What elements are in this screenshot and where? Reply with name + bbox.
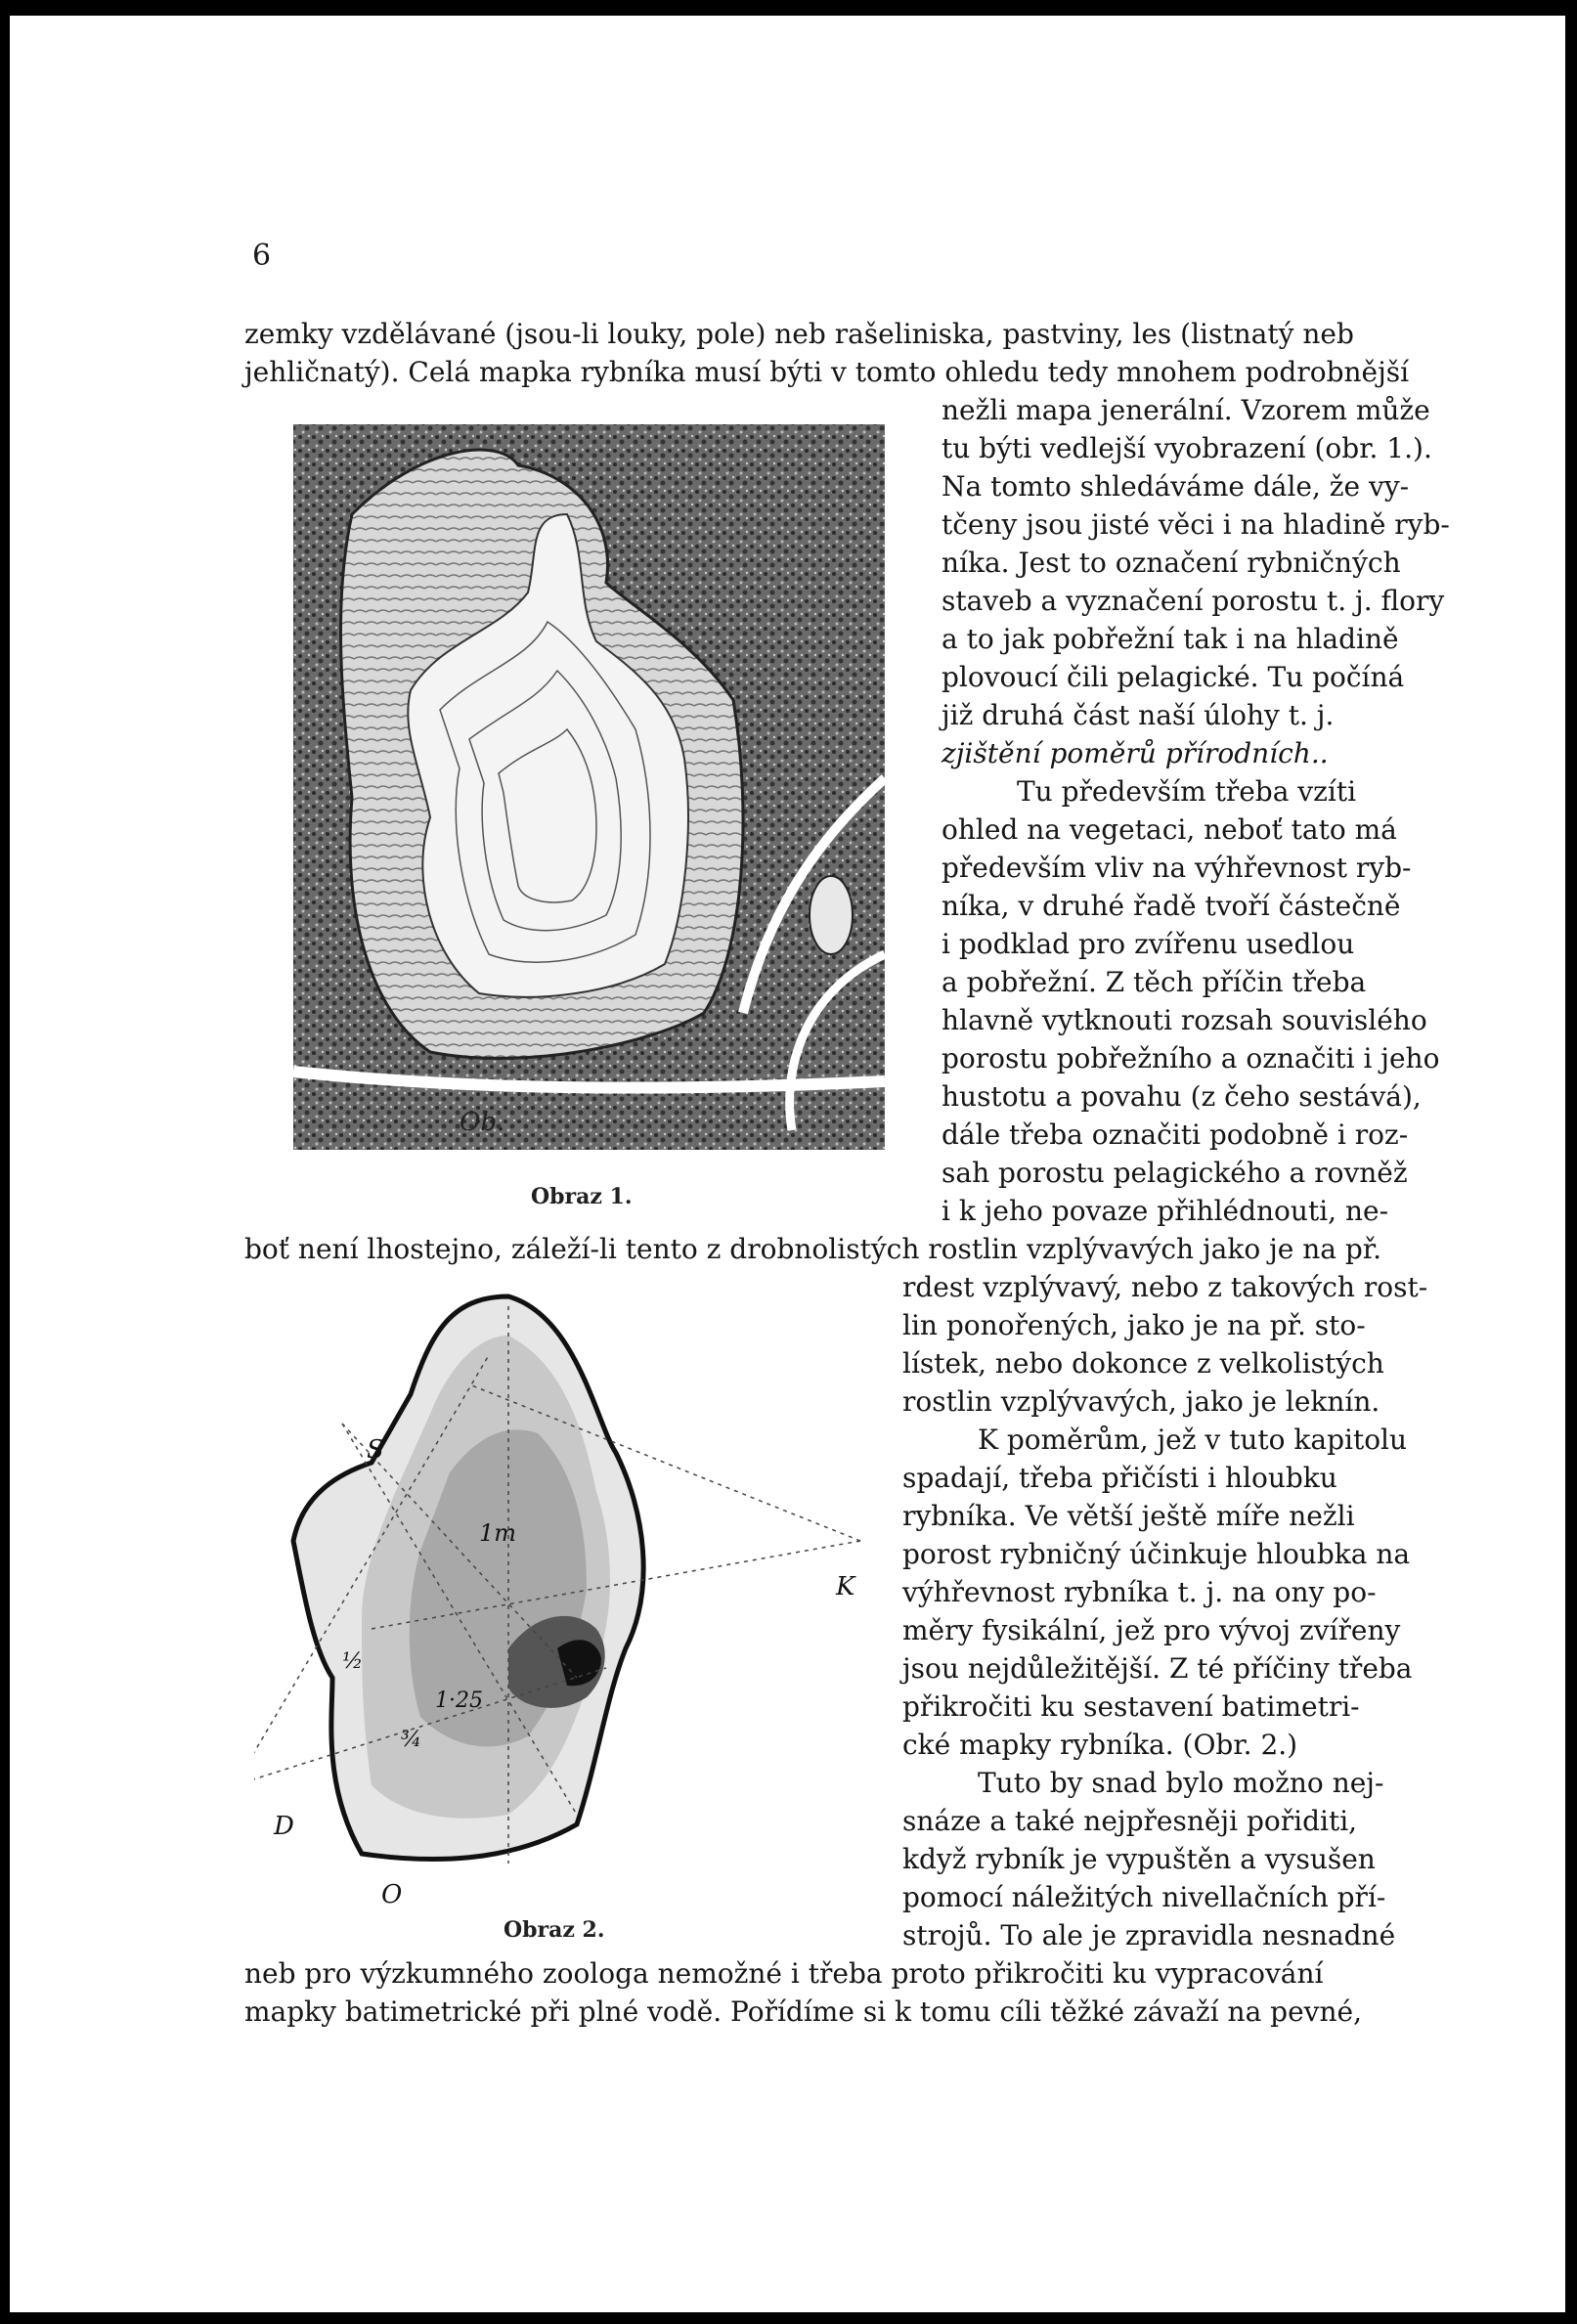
text-line: boť není lhostejno, záleží-li tento z drobnolistých rostlin vzplývavých jako je na př.: [244, 1233, 1381, 1265]
text-line: neb pro výzkumného zoologa nemožné i třeba proto přikročiti ku vypracování: [244, 1957, 1324, 1990]
text-line: zemky vzdělávané (jsou-li louky, pole) neb rašeliniska, pastviny, les (listnatý neb: [244, 318, 1354, 350]
text-line: především vliv na výhřevnost ryb-: [942, 852, 1412, 884]
text-line: když rybník je vypuštěn a vysušen: [902, 1843, 1376, 1875]
text-line: přikročiti ku sestavení batimetri-: [902, 1690, 1360, 1723]
text-line: níka. Jest to označení rybničných: [942, 547, 1401, 579]
text-line: hlavně vytknouti rozsah souvislého: [942, 1004, 1427, 1036]
text-line: tčeny jsou jisté věci i na hladině ryb-: [942, 508, 1450, 541]
text-line: lístek, nebo dokonce z velkolistých: [902, 1347, 1384, 1380]
text-line: jsou nejdůležitější. Z té příčiny třeba: [902, 1652, 1413, 1685]
text-line: mapky batimetrické při plné vodě. Pořídíme si k tomu cíli těžké závaží na pevné,: [244, 1995, 1362, 2028]
text-line: snáze a také nejpřesněji pořiditi,: [902, 1805, 1358, 1837]
text-line: strojů. To ale je zpravidla nesnadné: [902, 1919, 1396, 1951]
text-line: rostlin vzplývavých, jako je leknín.: [902, 1385, 1380, 1418]
depth-label-125: 1·25: [435, 1688, 483, 1713]
text-line: staveb a vyznačení porostu t. j. flory: [942, 585, 1445, 617]
mark-s: S: [367, 1435, 384, 1465]
text-line: níka, v druhé řadě tvoří částečně: [942, 890, 1401, 922]
text-line: ohled na vegetaci, neboť tato má: [942, 813, 1397, 846]
text-line: i k jeho povaze přihlédnouti, ne-: [942, 1195, 1389, 1227]
depth-label-1m: 1m: [479, 1519, 517, 1547]
figure-2-caption: Obraz 2.: [504, 1917, 605, 1943]
text-line: i podklad pro zvířenu usedlou: [942, 928, 1355, 960]
figure-1-pond-map: [284, 407, 895, 1160]
text-line: a to jak pobřežní tak i na hladině: [942, 623, 1399, 655]
text-line: Na tomto shledáváme dále, že vy-: [942, 470, 1410, 503]
page-number: 6: [252, 239, 272, 273]
text-line: rybníka. Ve větší ještě míře nežli: [902, 1500, 1355, 1532]
page-sheet: [10, 16, 1565, 2312]
text-line-italic: zjištění poměrů přírodních..: [942, 737, 1329, 769]
text-line: plovoucí čili pelagické. Tu počíná: [942, 661, 1405, 693]
pond-small: [810, 876, 853, 954]
figure-2-bathymetric-map: [254, 1277, 880, 1922]
text-line: hustotu a povahu (z čeho sestává),: [942, 1080, 1422, 1113]
text-line: K poměrům, jež v tuto kapitolu: [978, 1424, 1408, 1456]
text-line: rdest vzplývavý, nebo z takových rost-: [902, 1271, 1428, 1303]
text-line: lin ponořených, jako je na př. sto-: [902, 1309, 1366, 1341]
text-line: cké mapky rybníka. (Obr. 2.): [902, 1729, 1298, 1761]
mark-o: O: [381, 1880, 403, 1909]
text-line: pomocí náležitých nivellačních pří-: [902, 1881, 1386, 1913]
label-ob: Ob.: [460, 1108, 505, 1137]
text-line: jehličnatý). Celá mapka rybníka musí býti v tomto ohledu tedy mnohem podrobnější: [244, 356, 1410, 388]
mark-d: D: [274, 1812, 294, 1841]
text-line: porostu pobřežního a označiti i jeho: [942, 1042, 1440, 1074]
text-line: výhřevnost rybníka t. j. na ony po-: [902, 1576, 1377, 1608]
text-line: sah porostu pelagického a rovněž: [942, 1157, 1408, 1189]
depth-label-1-2: ½: [342, 1649, 364, 1674]
text-line: spadají, třeba přičísti i hloubku: [902, 1462, 1337, 1494]
figure-1-caption: Obraz 1.: [531, 1184, 633, 1209]
text-line: a pobřežní. Z těch příčin třeba: [942, 966, 1367, 998]
text-line: dále třeba označiti podobně i roz-: [942, 1118, 1409, 1151]
text-line: Tu především třeba vzíti: [1017, 775, 1357, 808]
text-line: již druhá část naší úlohy t. j.: [942, 699, 1335, 731]
depth-label-3-4: ¾: [401, 1728, 422, 1752]
text-line: Tuto by snad bylo možno nej-: [978, 1767, 1384, 1799]
mark-k: K: [836, 1572, 855, 1601]
text-line: tu býti vedlejší vyobrazení (obr. 1.).: [942, 432, 1432, 464]
text-line: měry fysikální, jež pro vývoj zvířeny: [902, 1614, 1401, 1646]
text-line: nežli mapa jenerální. Vzorem může: [942, 394, 1430, 426]
text-line: porost rybničný účinkuje hloubka na: [902, 1538, 1411, 1570]
